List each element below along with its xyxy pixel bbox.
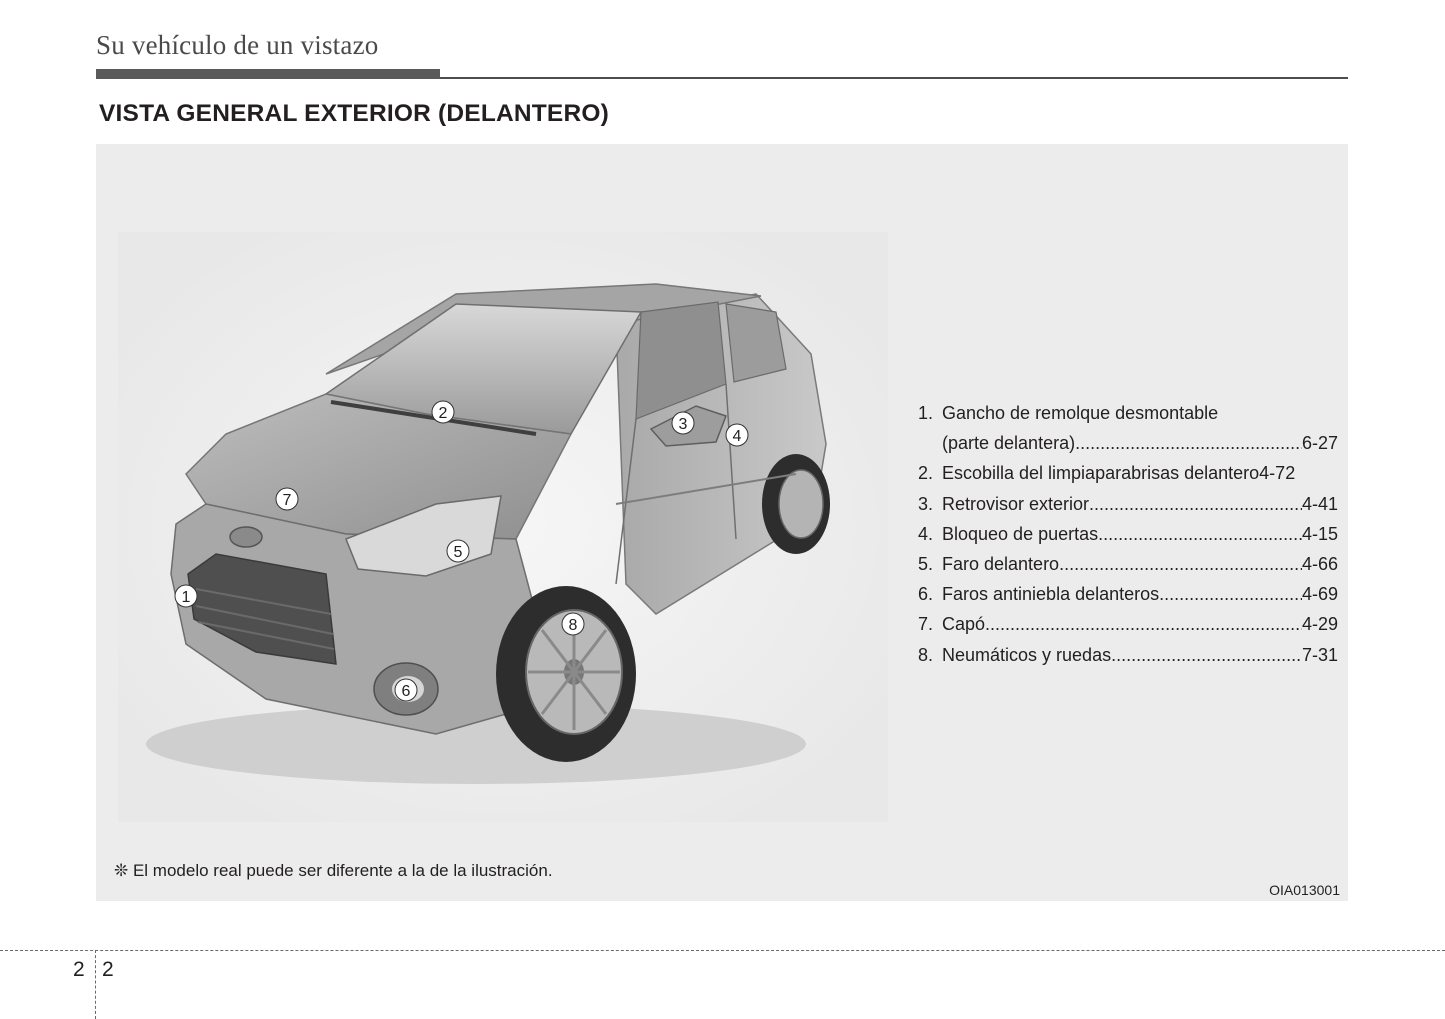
legend-label: Faro delantero <box>942 554 1060 575</box>
figure-panel <box>96 144 1348 901</box>
legend-page-ref: 4-69 <box>1301 584 1338 605</box>
leader-dots <box>1089 489 1302 519</box>
header-rule-accent <box>96 69 440 79</box>
leader-dots <box>1111 640 1302 670</box>
legend-label: Bloqueo de puertas <box>942 523 1099 544</box>
legend-label: Escobilla del limpiaparabrisas delantero <box>942 463 1260 484</box>
svg-text:7: 7 <box>282 492 292 509</box>
svg-text:4: 4 <box>732 428 742 445</box>
legend-item <box>918 609 1338 639</box>
legend-page-ref: 4-29 <box>1301 614 1338 635</box>
legend-label: (parte delantera) <box>942 433 1076 454</box>
callout-2 <box>432 401 454 423</box>
parts-legend <box>918 398 1338 670</box>
legend-page-ref: 6-27 <box>1301 433 1338 454</box>
svg-text:5: 5 <box>453 544 463 561</box>
svg-text:8: 8 <box>568 617 578 634</box>
callout-3 <box>672 412 694 434</box>
callout-7 <box>276 488 298 510</box>
footer-divider <box>0 950 1445 951</box>
car-illustration <box>96 144 896 844</box>
legend-number: 2. <box>918 463 934 484</box>
section-title: VISTA GENERAL EXTERIOR (DELANTERO) <box>99 100 609 127</box>
callout-4 <box>726 424 748 446</box>
legend-item <box>918 579 1338 609</box>
legend-label: Neumáticos y ruedas <box>942 644 1112 665</box>
legend-page-ref: 4-72 <box>1259 463 1296 484</box>
legend-label: Retrovisor exterior <box>942 493 1090 514</box>
callout-5 <box>447 540 469 562</box>
legend-number: 8. <box>918 644 934 665</box>
leader-dots <box>1059 549 1302 579</box>
legend-number: 3. <box>918 493 934 514</box>
legend-number: 4. <box>918 523 934 544</box>
svg-text:2: 2 <box>438 405 448 422</box>
callout-6 <box>395 679 417 701</box>
callout-1 <box>175 585 197 607</box>
legend-page-ref: 7-31 <box>1301 644 1338 665</box>
legend-item <box>918 398 1338 428</box>
legend-label: Capó <box>942 614 986 635</box>
running-header: Su vehículo de un vistazo <box>96 30 379 60</box>
legend-item <box>918 640 1338 670</box>
legend-number: 7. <box>918 614 934 635</box>
legend-item <box>918 428 1338 458</box>
legend-page-ref: 4-66 <box>1301 554 1338 575</box>
legend-label: Faros antiniebla delanteros <box>942 584 1160 605</box>
legend-item <box>918 489 1338 519</box>
leader-dots <box>985 609 1302 639</box>
figure-note: ❊ El modelo real puede ser diferente a la de la ilustración. <box>114 861 553 880</box>
legend-number: 5. <box>918 554 934 575</box>
svg-text:6: 6 <box>401 683 411 700</box>
legend-item <box>918 549 1338 579</box>
leader-dots <box>1075 428 1302 458</box>
legend-page-ref: 4-15 <box>1301 523 1338 544</box>
svg-text:1: 1 <box>181 589 191 606</box>
leader-dots <box>1098 519 1302 549</box>
svg-text:3: 3 <box>678 416 688 433</box>
legend-page-ref: 4-41 <box>1301 493 1338 514</box>
legend-item <box>918 519 1338 549</box>
legend-number: 6. <box>918 584 934 605</box>
page-number: 2 <box>102 958 114 981</box>
legend-number: 1. <box>918 403 934 423</box>
footer-page-divider <box>95 950 96 1019</box>
leader-dots <box>1159 579 1302 609</box>
callout-8 <box>562 613 584 635</box>
chapter-number: 2 <box>73 958 85 981</box>
legend-label: Gancho de remolque desmontable <box>942 403 1219 423</box>
legend-item <box>918 458 1338 488</box>
figure-code: OIA013001 <box>1269 882 1340 898</box>
